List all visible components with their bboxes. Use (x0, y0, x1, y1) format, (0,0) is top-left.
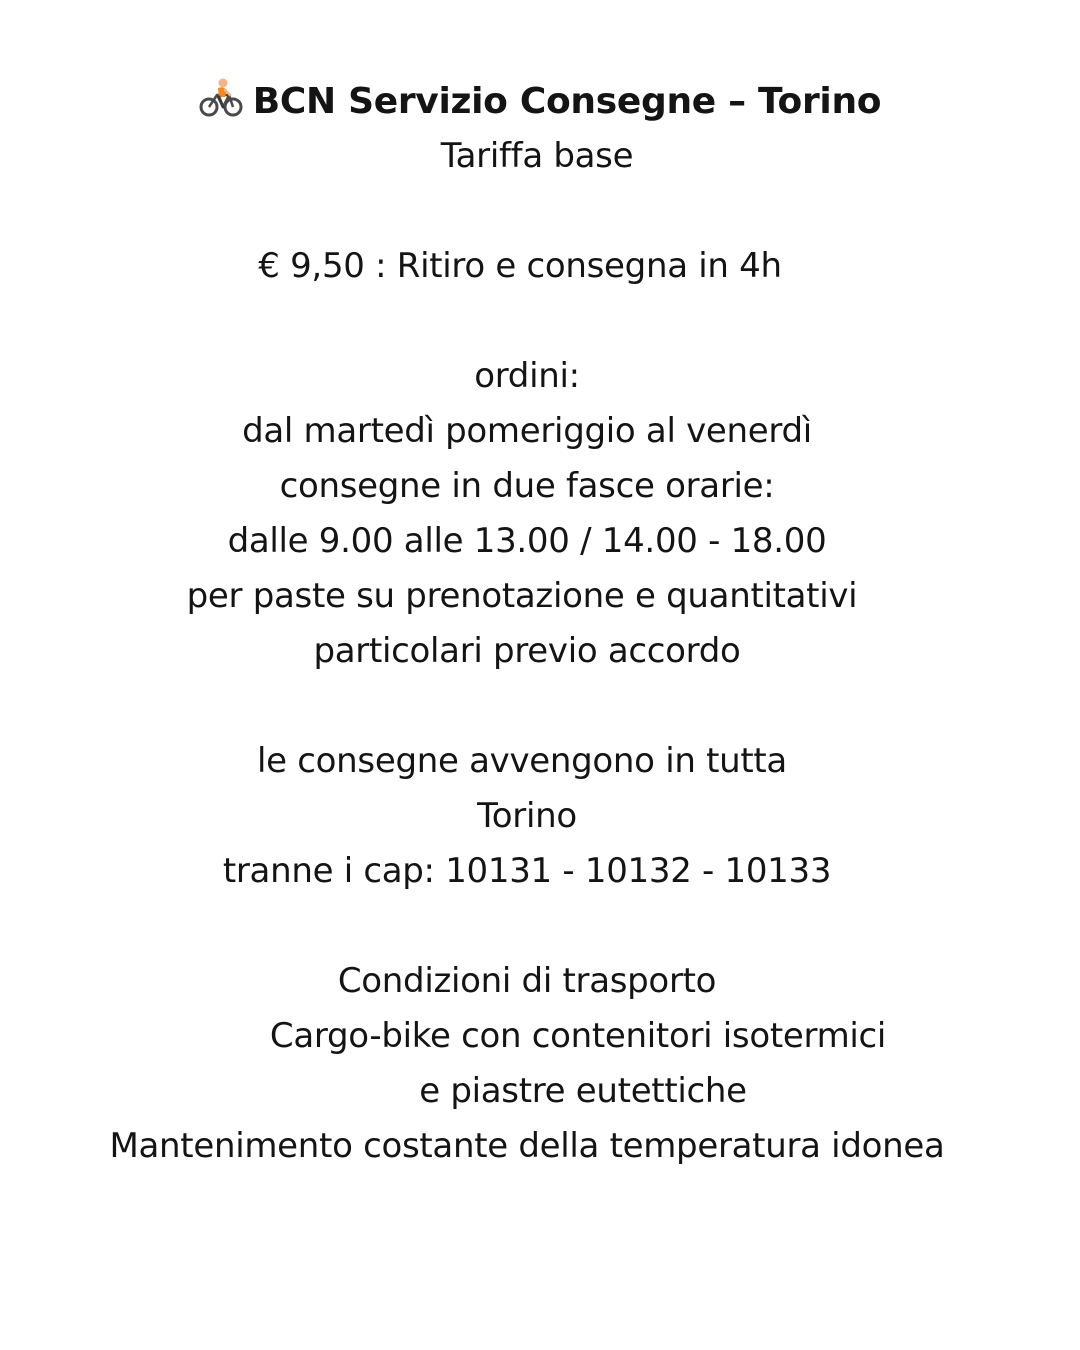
excluded-postcodes-line: tranne i cap: 10131 - 10132 - 10133 (222, 851, 832, 891)
tariff-heading: Tariffa base (440, 136, 634, 176)
temperature-line: Mantenimento costante della temperatura idonea (109, 1126, 945, 1166)
title-text: BCN Servizio Consegne – Torino (252, 81, 882, 122)
agreement-line: particolari previo accordo (313, 631, 741, 671)
orders-label: ordini: (474, 356, 580, 396)
page-title (0, 77, 1080, 123)
hours-line: dalle 9.00 alle 13.00 / 14.00 - 18.00 (227, 521, 827, 561)
pastry-booking-line: per paste su prenotazione e quantitativi (186, 576, 858, 616)
order-days-line: dal martedì pomeriggio al venerdì (242, 411, 812, 451)
time-slots-line: consegne in due fasce orarie: (279, 466, 775, 506)
coverage-line: le consegne avvengono in tutta (257, 741, 787, 781)
transport-conditions-heading: Condizioni di trasporto (337, 961, 717, 1001)
price-line: € 9,50 : Ritiro e consegna in 4h (258, 246, 782, 286)
city-line: Torino (477, 796, 577, 836)
eutectic-plates-line: e piastre eutettiche (419, 1071, 747, 1111)
cargo-bike-line: Cargo-bike con contenitori isotermici (269, 1016, 887, 1056)
person-biking-icon (199, 77, 243, 129)
